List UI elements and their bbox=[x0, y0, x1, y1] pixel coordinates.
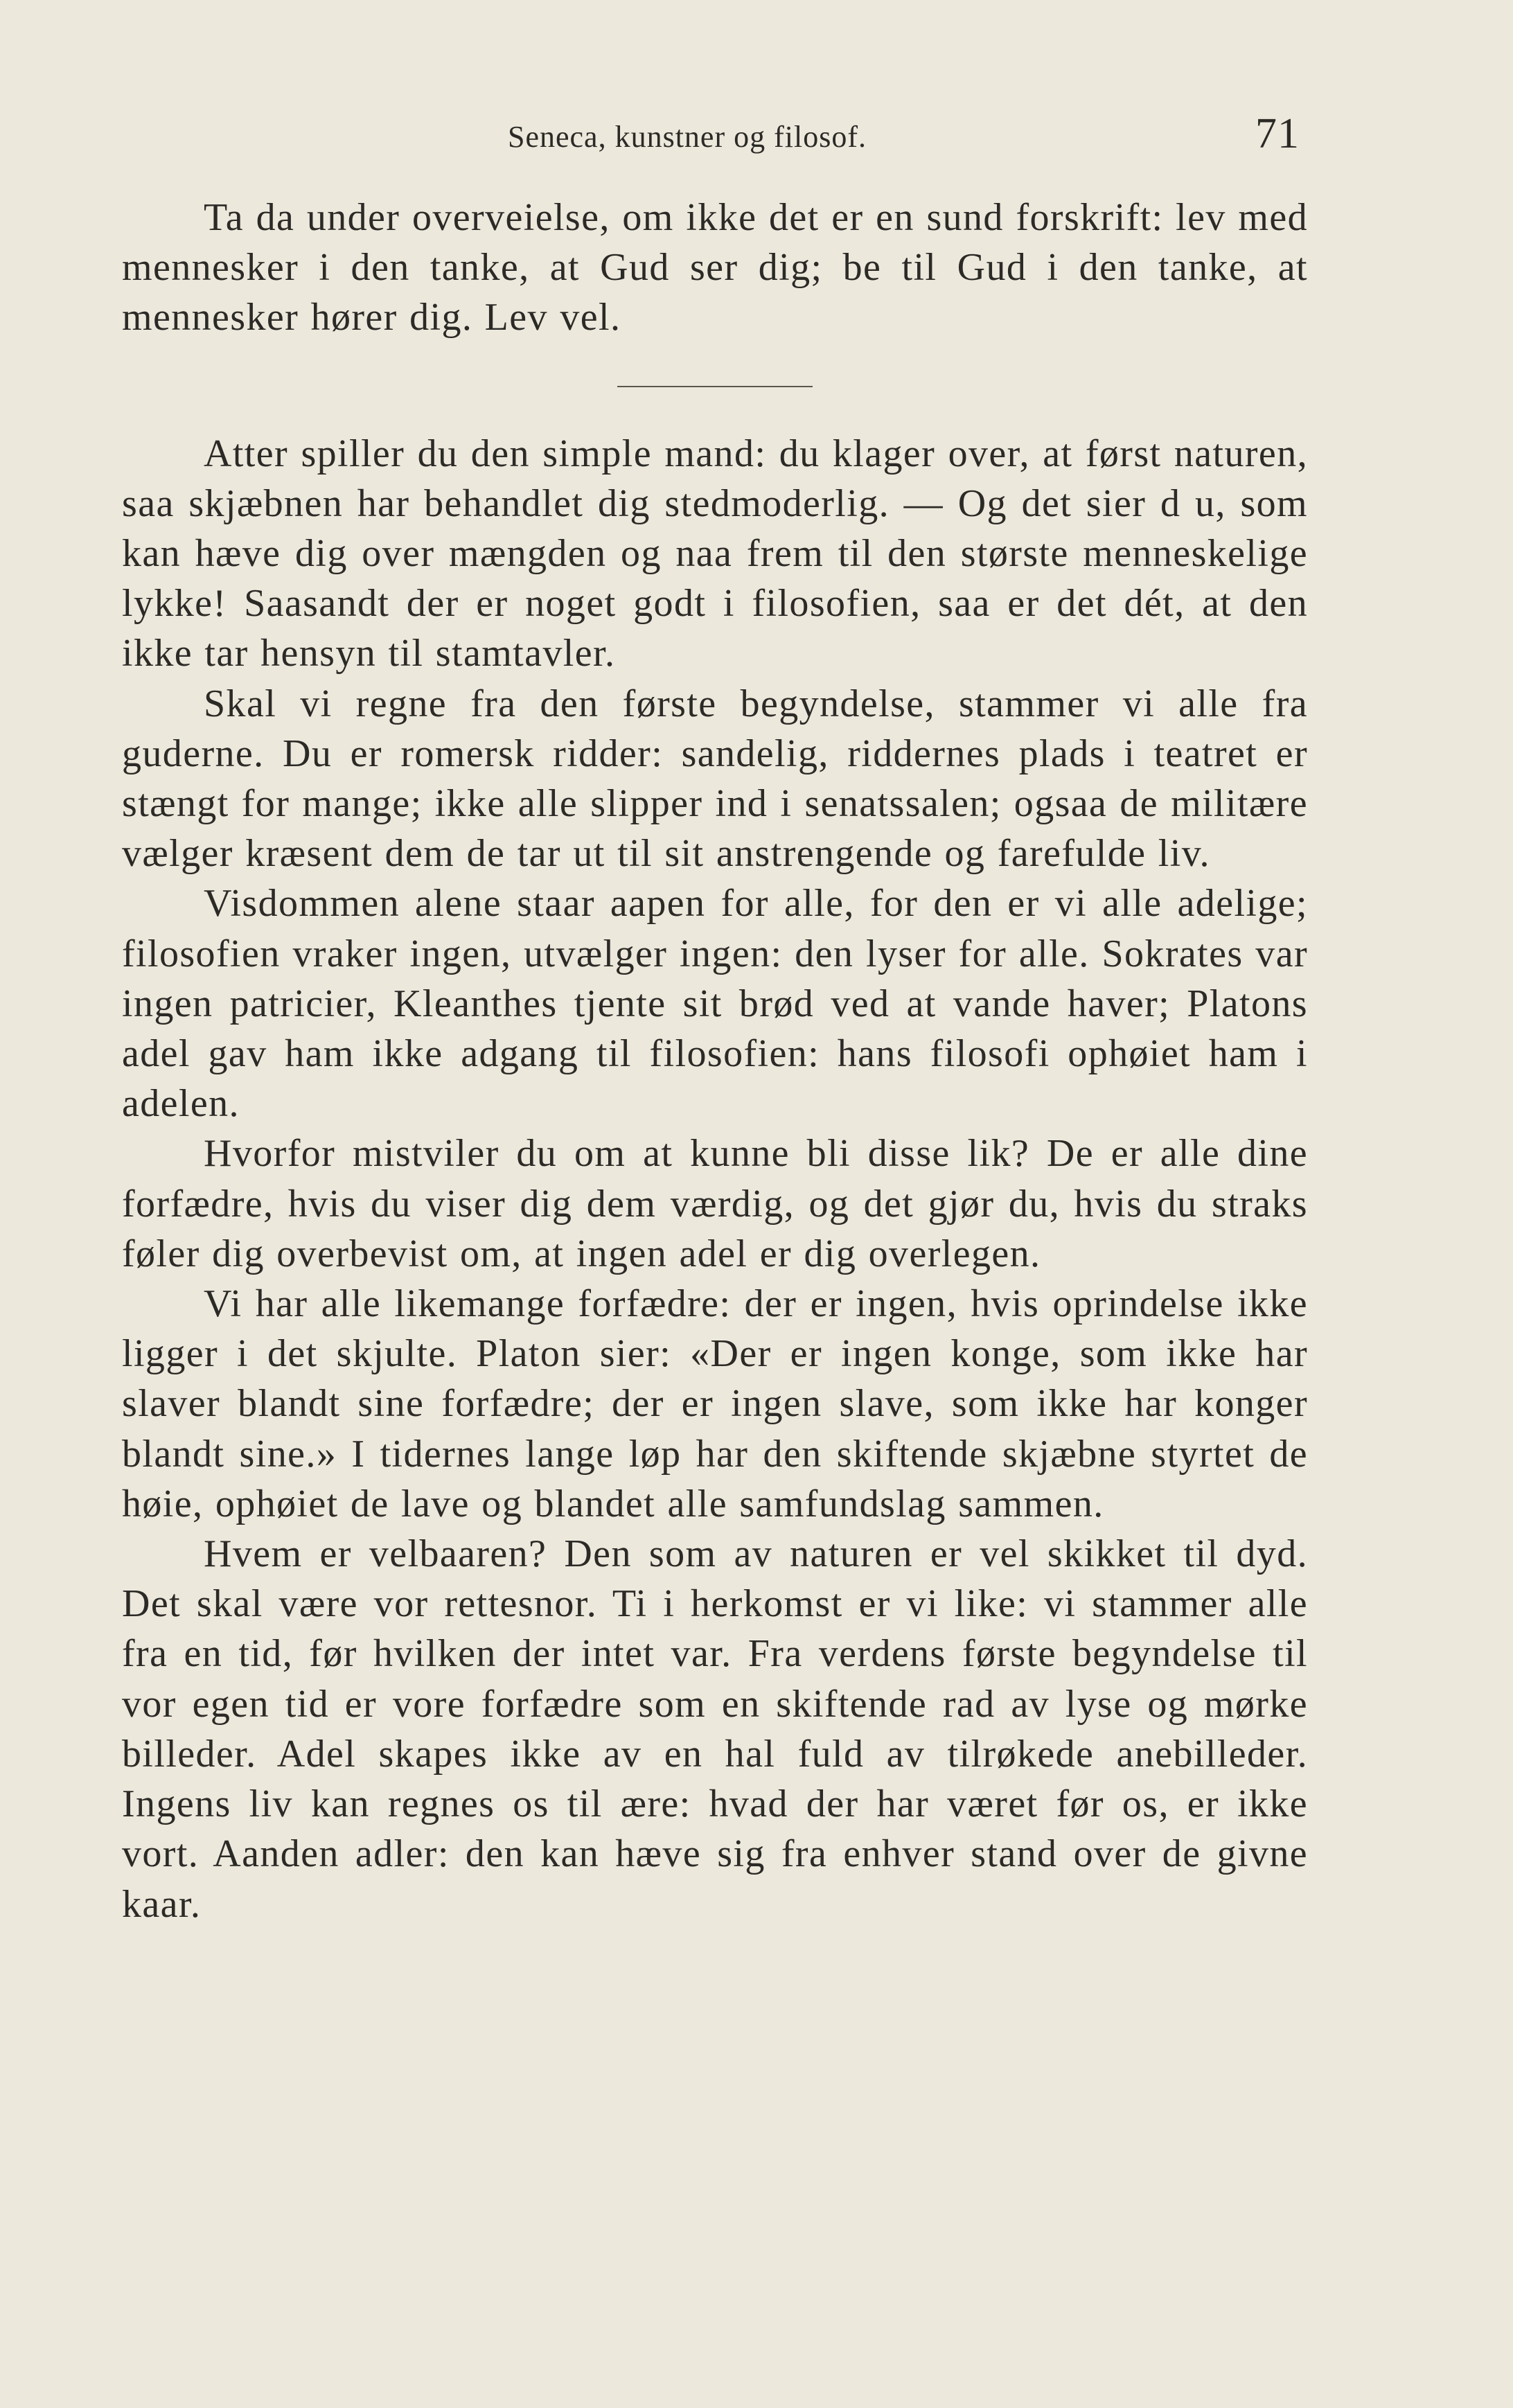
page-number: 71 bbox=[1255, 110, 1300, 157]
paragraph: Ta da under overveielse, om ikke det er en sund forskrift: lev med mennesker i den tanke, at Gud ser dig; be til Gud i den tanke, at mennesker hører dig. Lev vel. bbox=[122, 196, 1308, 339]
running-title: Seneca, kunstner og filosof. bbox=[508, 120, 867, 154]
paragraph: Visdommen alene staar aapen for alle, for den er vi alle adelige; filosofien vraker ingen, utvælger ingen: den lyser for alle. Sokrates var ingen patricier, Kleanthes tjente sit brød ved at vande haver; Platons adel gav ham ikke adgang til filosofien: hans filosofi ophøiet ham i adelen. bbox=[122, 882, 1308, 1126]
paragraph: Hvem er velbaaren? Den som av naturen er vel skikket til dyd. Det skal være vor rettesnor. Ti i herkomst er vi like: vi stammer alle fra en tid, før hvilken der intet var. Fra verdens første begyndelse til vor egen tid er vore forfædre som en skiftende rad av lyse og mørke billeder. Adel skapes ikke av en hal fuld av tilrøkede anebilleder. Ingens liv kan regnes os til ære: hvad der har været før os, er ikke vort. Aanden adler: den kan hæve sig fra enhver stand over de givne kaar. bbox=[122, 1532, 1308, 1926]
paragraph: Skal vi regne fra den første begyndelse, stammer vi alle fra guderne. Du er romersk ridder: sandelig, riddernes plads i teatret er stængt for mange; ikke alle slipper ind i senatssalen; ogsaa de militære vælger kræsent dem de tar ut til sit anstrengende og farefulde liv. bbox=[122, 682, 1308, 876]
paragraph: Vi har alle likemange forfædre: der er ingen, hvis oprindelse ikke ligger i det skjulte. Platon sier: «Der er ingen konge, som ikke har slaver blandt sine forfædre; der er ingen slave, som ikke har konger blandt sine.» I tidernes lange løp har den skiftende skjæbne styrtet de høie, ophøiet de lave og blandet alle samfundslag sammen. bbox=[122, 1282, 1308, 1525]
running-header bbox=[0, 109, 1513, 158]
body-text bbox=[122, 193, 1308, 1929]
paragraph: Atter spiller du den simple mand: du klager over, at først naturen, saa skjæbnen har behandlet dig stedmoderlig. — Og det sier d u, som kan hæve dig over mængden og naa frem til den største menneskelige lykke! Saasandt der er noget godt i filosofien, saa er det dét, at den ikke tar hensyn til stamtavler. bbox=[122, 432, 1308, 675]
section-divider bbox=[617, 386, 813, 387]
paragraph: Hvorfor mistviler du om at kunne bli disse lik? De er alle dine forfædre, hvis du viser dig dem værdig, og det gjør du, hvis du straks føler dig overbevist om, at ingen adel er dig overlegen. bbox=[122, 1132, 1308, 1275]
